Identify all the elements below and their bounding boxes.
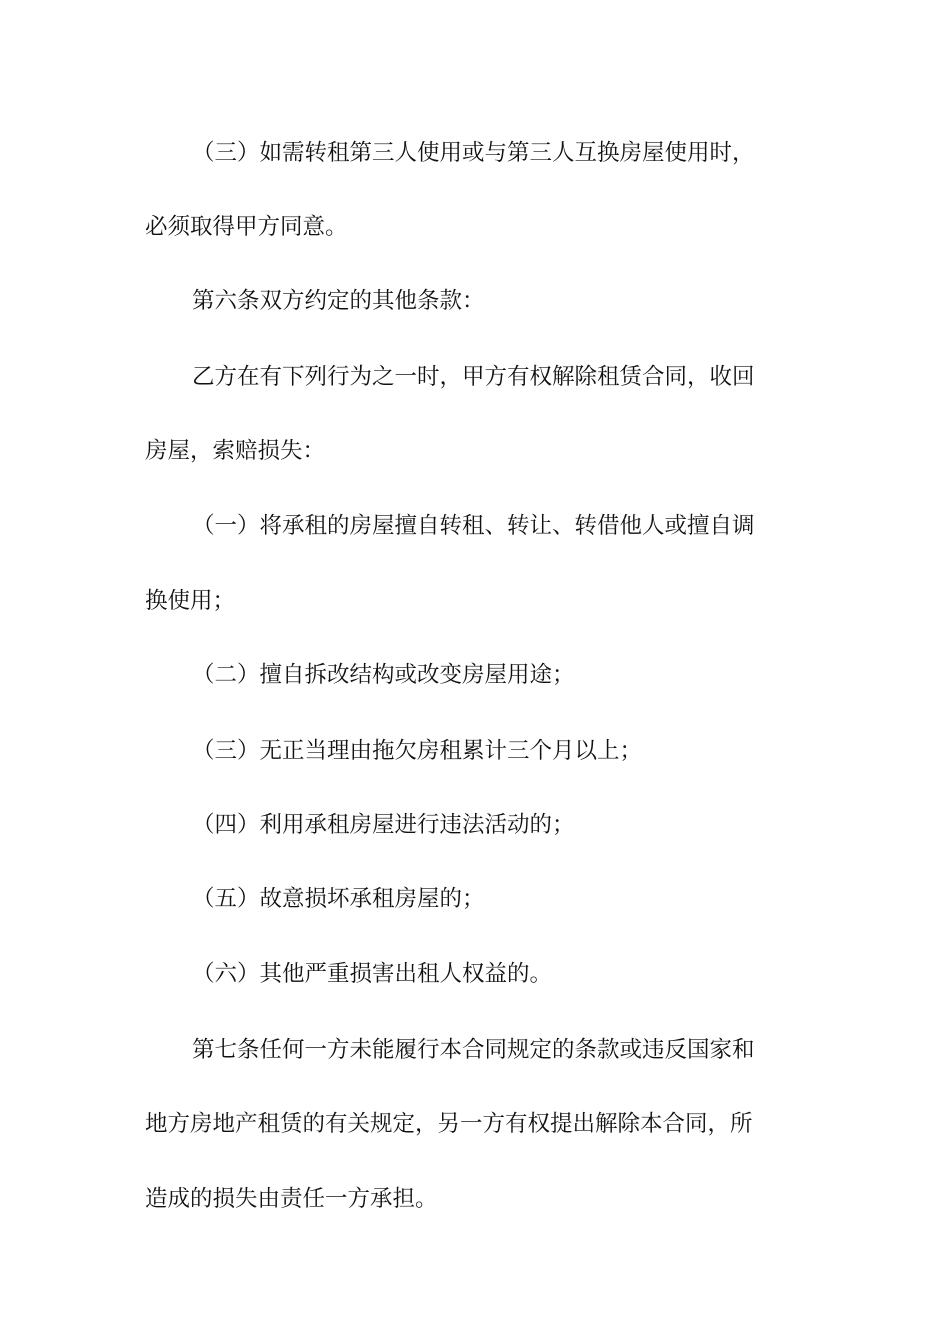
termination-item-1-line-2: 换使用； xyxy=(145,588,236,614)
clause-5-item-3-line-1: （三）如需转租第三人使用或与第三人互换房屋使用时， xyxy=(192,140,755,166)
termination-intro-line-1: 乙方在有下列行为之一时，甲方有权解除租赁合同，收回 xyxy=(192,364,755,390)
termination-item-6: （六）其他严重损害出租人权益的。 xyxy=(192,961,553,987)
termination-item-1-line-1: （一）将承租的房屋擅自转租、转让、转借他人或擅自调 xyxy=(192,513,755,539)
clause-7-line-1: 第七条任何一方未能履行本合同规定的条款或违反国家和 xyxy=(192,1037,755,1063)
termination-intro-line-2: 房屋，索赔损失： xyxy=(145,438,326,464)
termination-item-2: （二）擅自拆改结构或改变房屋用途； xyxy=(192,662,575,688)
clause-6-heading: 第六条双方约定的其他条款： xyxy=(192,288,485,314)
termination-item-4: （四）利用承租房屋进行违法活动的； xyxy=(192,812,575,838)
termination-item-3: （三）无正当理由拖欠房租累计三个月以上； xyxy=(192,738,643,764)
termination-item-5: （五）故意损坏承租房屋的； xyxy=(192,886,485,912)
clause-7-line-3: 造成的损失由责任一方承担。 xyxy=(145,1186,438,1212)
clause-5-item-3-line-2: 必须取得甲方同意。 xyxy=(145,214,348,240)
clause-7-line-2: 地方房地产租赁的有关规定，另一方有权提出解除本合同，所 xyxy=(145,1111,753,1137)
